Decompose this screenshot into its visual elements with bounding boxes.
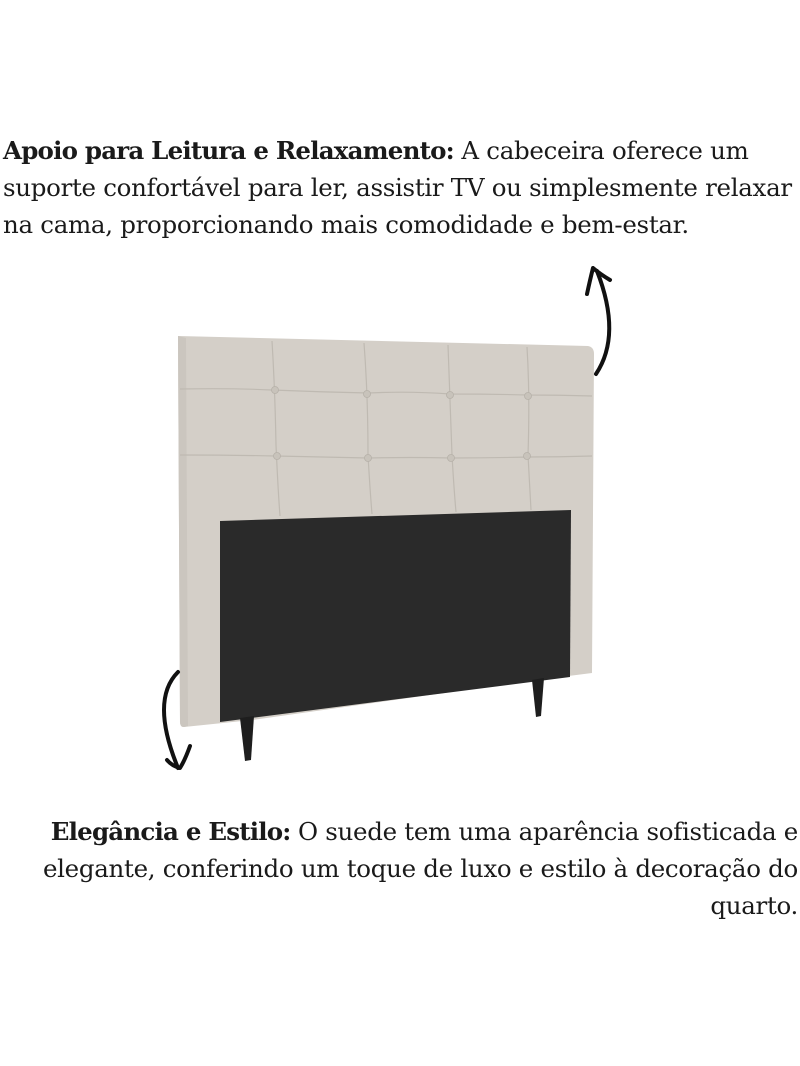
headboard-leg-right xyxy=(532,678,544,717)
feature-description: O suede tem uma aparência sofisticada e elegante, conferindo um toque de luxo e estilo à decoração do quarto. xyxy=(42,817,798,920)
feature-title: Apoio para Leitura e Relaxamento: xyxy=(3,136,454,165)
headboard-leg-left xyxy=(240,716,254,761)
feature-elegance-style xyxy=(8,813,798,924)
headboard-back-panel xyxy=(220,510,571,722)
feature-description: A cabeceira oferece um suporte confortável para ler, assistir TV ou simplesmente relaxar na cama, proporcionando mais comodidade e bem-estar. xyxy=(3,136,792,239)
feature-title: Elegância e Estilo: xyxy=(50,817,291,846)
